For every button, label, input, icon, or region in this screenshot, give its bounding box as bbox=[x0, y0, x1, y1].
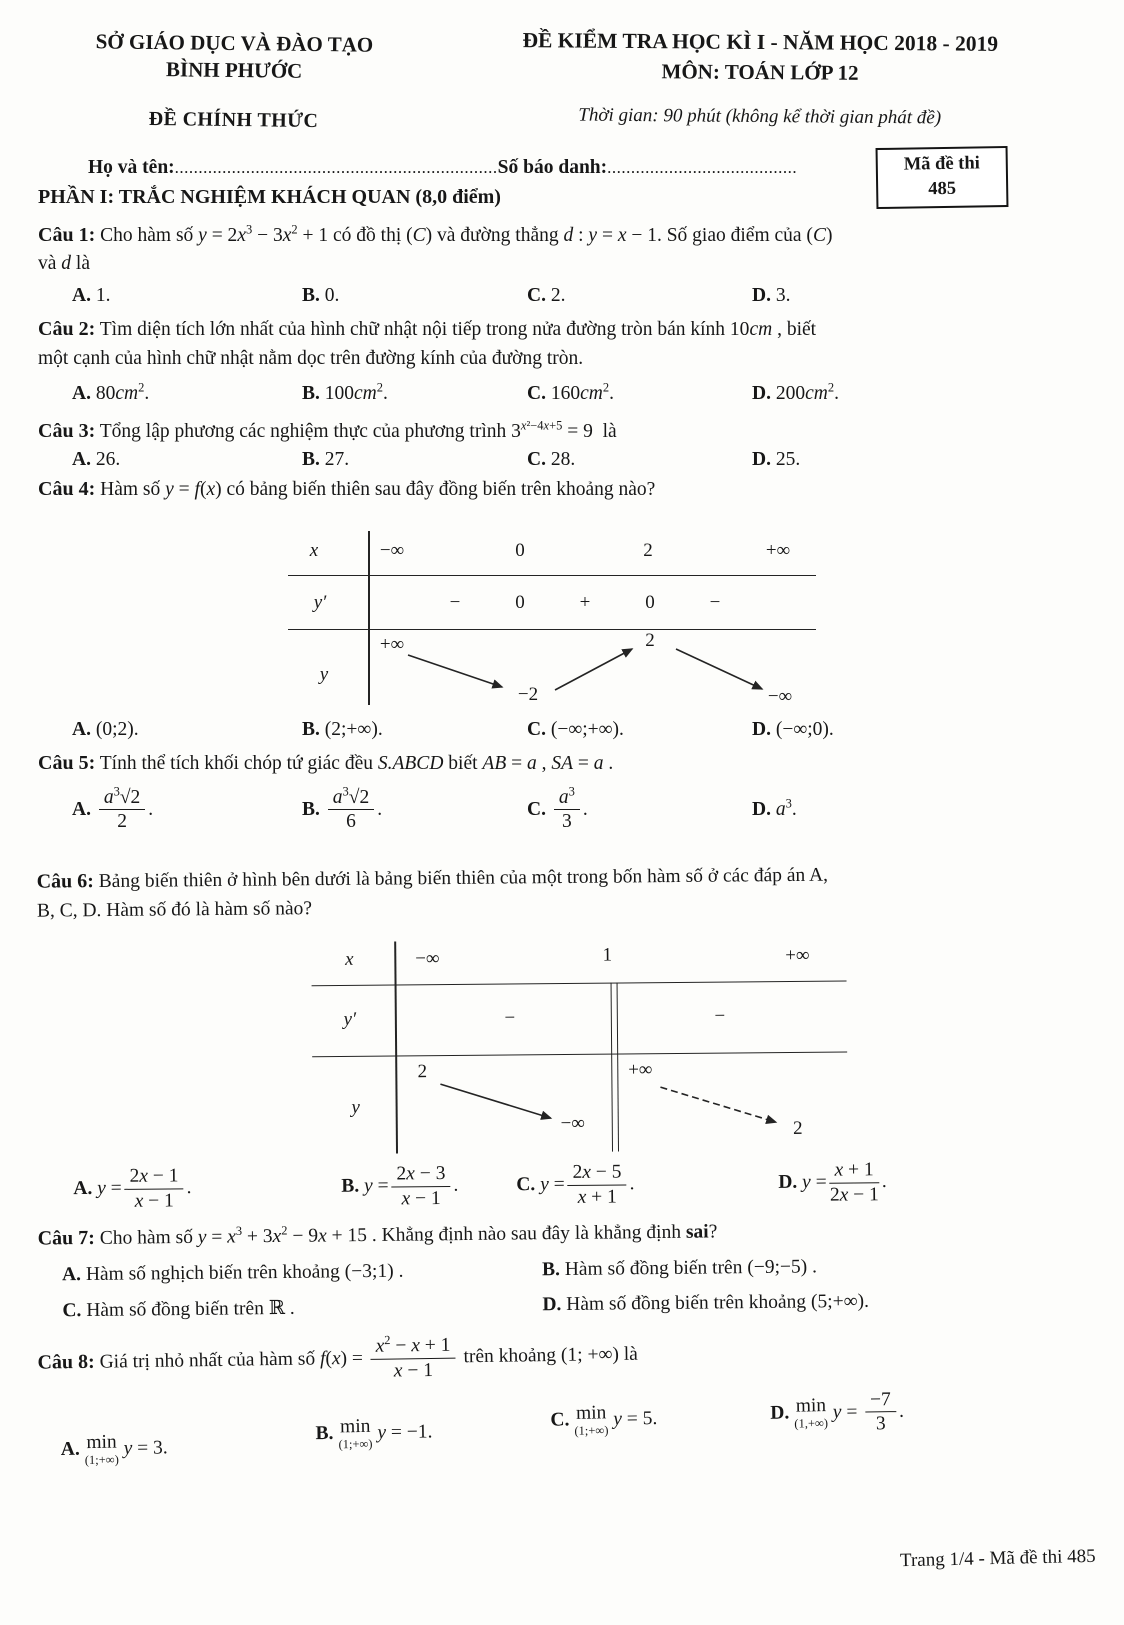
header-left bbox=[37, 28, 430, 134]
question-3-option-d: D. 25. bbox=[752, 448, 801, 470]
exam-code-label: Mã đề thi bbox=[903, 153, 980, 175]
id-label: Số báo danh: bbox=[497, 156, 608, 178]
question-1-option-b: B. 0. bbox=[302, 285, 340, 307]
question-5-options bbox=[72, 784, 1090, 834]
exam-subject: MÔN: TOÁN LỚP 12 bbox=[661, 59, 859, 85]
question-4 bbox=[38, 475, 1090, 741]
question-3 bbox=[38, 417, 1090, 471]
question-2-options bbox=[72, 380, 1090, 405]
question-4-option-d: D. (−∞;0). bbox=[752, 718, 834, 740]
question-5-option-d: D. $a^3$. bbox=[752, 796, 797, 820]
question-5-text: Tính thể tích khối chóp tứ giác đều S.ABCD biết AB = a , SA = a . bbox=[99, 752, 614, 774]
question-2-text-2: một cạnh của hình chữ nhật nằm dọc trên đường kính của đường tròn. bbox=[38, 348, 584, 370]
header-right bbox=[430, 27, 1091, 134]
question-1-option-d: D. 3. bbox=[752, 285, 791, 307]
question-1-text: Cho hàm số $y = 2x^3 - 3x^2 + 1$ có đồ thị (C) và đường thẳng d : y = x − 1. Số giao điểm của (C) bbox=[100, 222, 833, 246]
q6-dy-sign-2: − bbox=[714, 1005, 726, 1027]
question-8-option-b: B. min (1;+∞) y = −1. bbox=[315, 1415, 433, 1452]
q4-x-neg-inf: −∞ bbox=[379, 539, 405, 561]
question-2-text: Tìm diện tích lớn nhất của hình chữ nhật nội tiếp trong nửa đường tròn bán kính 10cm , biết bbox=[99, 319, 817, 341]
q4-arrows bbox=[280, 511, 820, 709]
question-7-option-b: B. Hàm số đồng biến trên (−9;−5) . bbox=[541, 1255, 818, 1280]
question-1 bbox=[38, 221, 1090, 308]
question-2-option-a: A. $80cm^2$. bbox=[72, 380, 150, 405]
question-8-options bbox=[60, 1388, 1091, 1467]
question-2 bbox=[38, 315, 1090, 405]
question-3-options bbox=[72, 449, 1090, 471]
question-3-text: Tổng lập phương các nghiệm thực của phương trình $3^{x^2-4x+5} = 9$ là bbox=[99, 418, 617, 443]
q6-y-label: y bbox=[351, 1096, 360, 1118]
q6-y-right-top: +∞ bbox=[628, 1059, 653, 1081]
question-6-option-c: C. y = $\frac{2x - 5}{x + 1}$ . bbox=[516, 1161, 635, 1208]
q6-y-left-top: 2 bbox=[417, 1061, 428, 1083]
question-5-option-a: A. $\frac{a^3√2}{2}$ . bbox=[72, 784, 154, 833]
q4-x-label: x bbox=[309, 539, 319, 561]
q6-x-pos-inf: +∞ bbox=[785, 944, 810, 967]
id-blank-line: ........................................ bbox=[607, 157, 798, 177]
q4-dy-zero-1: 0 bbox=[515, 591, 525, 613]
question-8-option-c: C. min (1;+∞) y = 5. bbox=[550, 1401, 658, 1438]
question-8-fraction: $\frac{x^2 - x + 1}{x - 1}$ bbox=[370, 1334, 455, 1382]
question-1-option-a: A. 1. bbox=[72, 285, 111, 307]
q4-dy-sign-1: − bbox=[449, 591, 461, 613]
question-2-option-d: D. $200cm^2$. bbox=[752, 380, 839, 405]
q6-dy-label: y′ bbox=[343, 1008, 357, 1030]
question-4-label: Câu 4: bbox=[38, 477, 96, 500]
question-6-text-2: B, C, D. Hàm số đó là hàm số nào? bbox=[36, 898, 313, 922]
question-2-label: Câu 2: bbox=[38, 318, 96, 341]
question-7-option-a: A. Hàm số nghịch biến trên khoảng (−3;1) . bbox=[61, 1260, 404, 1285]
question-8 bbox=[37, 1325, 1091, 1467]
exam-title: ĐỀ KIỂM TRA HỌC KÌ I - NĂM HỌC 2018 - 2019 bbox=[522, 28, 999, 56]
question-7-option-d: D. Hàm số đồng biến trên khoảng (5;+∞). bbox=[542, 1290, 870, 1315]
official-exam-label: ĐỀ CHÍNH THỨC bbox=[148, 107, 319, 132]
exam-duration: Thời gian: 90 phút (không kể thời gian phát đề) bbox=[578, 104, 942, 129]
question-8-text-tail: trên khoảng (1; +∞) là bbox=[463, 1343, 638, 1367]
q4-y-top-left: +∞ bbox=[379, 633, 405, 655]
question-3-label: Câu 3: bbox=[38, 420, 96, 443]
question-5-label: Câu 5: bbox=[38, 751, 96, 774]
q4-y-max: 2 bbox=[645, 629, 655, 651]
question-8-label: Câu 8: bbox=[37, 1350, 95, 1374]
question-3-option-a: A. 26. bbox=[72, 448, 121, 470]
question-2-option-b: B. $100cm^2$. bbox=[302, 380, 388, 405]
page-footer: Trang 1/4 - Mã đề thi 485 bbox=[900, 1545, 1097, 1572]
question-6-option-d: D. y = $\frac{x + 1}{2x - 1}$ . bbox=[778, 1159, 887, 1206]
question-4-text: Hàm số y = f(x) có bảng biến thiên sau đây đồng biến trên khoảng nào? bbox=[100, 478, 656, 500]
q6-x-label: x bbox=[345, 948, 354, 970]
question-6-option-a: A. y = $\frac{2x - 1}{x - 1}$ . bbox=[73, 1165, 192, 1212]
question-3-option-c: C. 28. bbox=[527, 448, 576, 470]
question-1-options bbox=[72, 285, 1090, 307]
question-6-text: Bảng biến thiên ở hình bên dưới là bảng biến thiên của một trong bốn hàm số ở các đáp án A, bbox=[98, 864, 829, 893]
question-5-option-c: C. $\frac{a^3}{3}$ . bbox=[527, 784, 588, 833]
q4-dy-label: y′ bbox=[313, 591, 327, 613]
question-8-option-a: A. min (1;+∞) y = 3. bbox=[60, 1430, 168, 1467]
question-4-options bbox=[72, 719, 1090, 741]
question-8-text: Giá trị nhỏ nhất của hàm số f(x) = bbox=[99, 1347, 364, 1373]
question-7-label: Câu 7: bbox=[37, 1226, 96, 1250]
question-6 bbox=[37, 859, 1092, 1214]
question-6-option-b: B. y = $\frac{2x - 3}{x - 1}$ . bbox=[341, 1163, 459, 1210]
question-1-option-c: C. 2. bbox=[527, 285, 566, 307]
question-5 bbox=[38, 749, 1090, 834]
department-name bbox=[38, 28, 431, 87]
question-6-options bbox=[73, 1157, 1091, 1213]
q4-dy-sign-2: + bbox=[579, 591, 591, 613]
q6-arrows bbox=[299, 925, 861, 1158]
q4-x-pos-inf: +∞ bbox=[765, 539, 791, 561]
section-title: PHẦN I: TRẮC NGHIỆM KHÁCH QUAN (8,0 điểm) bbox=[38, 185, 501, 208]
q4-dy-sign-3: − bbox=[709, 591, 721, 613]
name-blank-line: .................................................................... bbox=[174, 157, 498, 177]
question-1-label: Câu 1: bbox=[38, 223, 96, 246]
exam-header bbox=[38, 30, 1090, 132]
q4-x-0: 0 bbox=[515, 539, 525, 561]
question-6-label: Câu 6: bbox=[36, 870, 94, 893]
question-7 bbox=[38, 1213, 1091, 1322]
q4-y-bottom-right: −∞ bbox=[767, 685, 793, 707]
q4-y-label: y bbox=[319, 663, 329, 685]
department-line1: SỞ GIÁO DỤC VÀ ĐÀO TẠO bbox=[95, 29, 374, 57]
department-line2: BÌNH PHƯỚC bbox=[165, 57, 303, 84]
question-4-option-c: C. (−∞;+∞). bbox=[527, 718, 624, 740]
q4-x-2: 2 bbox=[643, 539, 653, 561]
question-6-variation-table bbox=[299, 925, 861, 1158]
q6-x-neg-inf: −∞ bbox=[415, 948, 440, 970]
q6-x-1: 1 bbox=[602, 944, 613, 966]
exam-code-value: 485 bbox=[928, 178, 957, 200]
question-4-option-b: B. (2;+∞). bbox=[302, 718, 383, 740]
question-4-option-a: A. (0;2). bbox=[72, 718, 139, 740]
q4-y-min: −2 bbox=[517, 683, 539, 705]
q6-y-right-bottom: 2 bbox=[792, 1117, 803, 1139]
q4-dy-zero-2: 0 bbox=[645, 591, 655, 613]
q6-y-left-bottom: −∞ bbox=[560, 1112, 585, 1135]
question-5-option-b: B. $\frac{a^3√2}{6}$ . bbox=[302, 784, 383, 833]
question-2-option-c: C. $160cm^2$. bbox=[527, 380, 614, 405]
question-1-text-2: và d là bbox=[38, 253, 90, 275]
exam-code-box bbox=[876, 146, 1009, 209]
question-4-variation-table bbox=[280, 511, 820, 709]
question-3-option-b: B. 27. bbox=[302, 448, 350, 470]
question-7-text: Cho hàm số $y = x^3 + 3x^2 - 9x + 15$ . Khẳng định nào sau đây là khẳng định sai? bbox=[99, 1221, 718, 1249]
question-7-options bbox=[62, 1253, 1091, 1322]
name-label: Họ và tên: bbox=[88, 156, 175, 178]
question-7-option-c: C. Hàm số đồng biến trên ℝ . bbox=[62, 1297, 295, 1321]
q6-dy-sign-1: − bbox=[504, 1007, 516, 1029]
question-8-option-d: D. min (1,+∞) y = $\frac{-7}{3}$ . bbox=[770, 1388, 905, 1435]
